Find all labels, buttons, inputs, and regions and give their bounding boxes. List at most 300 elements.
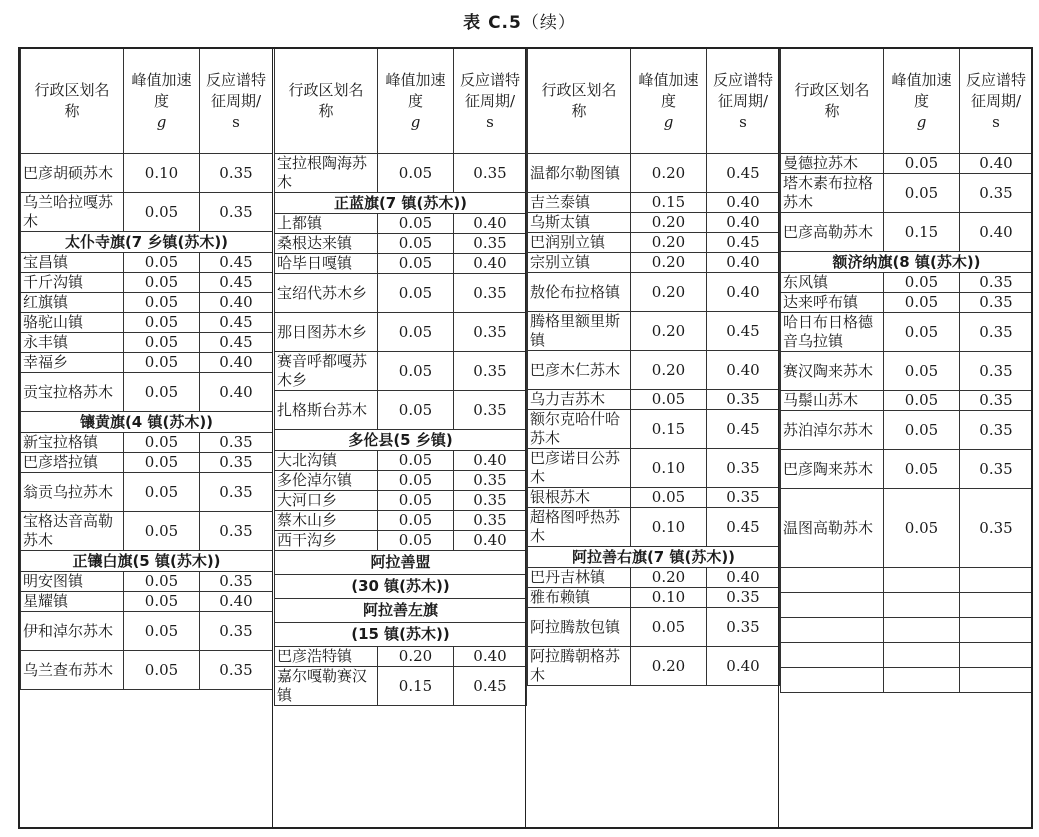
table-row <box>21 572 273 592</box>
characteristic-period: 0.35 <box>960 313 1033 352</box>
table-row <box>528 193 780 213</box>
table-row <box>528 608 780 647</box>
peak-acceleration: 0.05 <box>884 273 960 293</box>
region-name: 伊和淖尔苏木 <box>21 612 124 651</box>
characteristic-period: 0.40 <box>454 214 527 234</box>
region-name: 乌力吉苏木 <box>528 390 631 410</box>
region-name: 大北沟镇 <box>275 451 378 471</box>
characteristic-period: 0.35 <box>454 154 527 193</box>
region-name: 额尔克哈什哈苏木 <box>528 410 631 449</box>
header-pga-unit: g <box>916 112 927 131</box>
peak-acceleration: 0.20 <box>631 233 707 253</box>
region-name: 宗别立镇 <box>528 253 631 273</box>
peak-acceleration: 0.05 <box>378 531 454 551</box>
characteristic-period: 0.35 <box>454 313 527 352</box>
column-divider <box>778 47 779 829</box>
section-title: (30 镇(苏木)) <box>275 575 527 599</box>
peak-acceleration: 0.20 <box>378 647 454 667</box>
region-name: 宝格达音高勒苏木 <box>21 512 124 551</box>
region-name: 赛汉陶来苏木 <box>781 352 884 391</box>
header-period-unit: s <box>232 112 240 131</box>
table-row <box>528 488 780 508</box>
region-name: 千斤沟镇 <box>21 273 124 293</box>
empty-cell <box>960 668 1033 693</box>
table-col-3 <box>527 48 780 686</box>
characteristic-period: 0.45 <box>454 667 527 706</box>
peak-acceleration: 0.05 <box>378 234 454 254</box>
characteristic-period: 0.40 <box>707 253 780 273</box>
peak-acceleration: 0.05 <box>378 471 454 491</box>
characteristic-period: 0.40 <box>707 351 780 390</box>
header-row <box>528 49 780 154</box>
empty-cell <box>960 593 1033 618</box>
region-name: 巴彦诺日公苏木 <box>528 449 631 488</box>
section-title: 阿拉善盟 <box>275 551 527 575</box>
characteristic-period: 0.40 <box>707 647 780 686</box>
section-title: 阿拉善右旗(7 镇(苏木)) <box>528 547 780 568</box>
header-pga-label: 峰值加速度 <box>385 70 446 110</box>
table-row <box>21 651 273 690</box>
peak-acceleration: 0.05 <box>884 313 960 352</box>
section-title: (15 镇(苏木)) <box>275 623 527 647</box>
table-row <box>528 508 780 547</box>
table-row <box>275 511 527 531</box>
characteristic-period: 0.40 <box>200 592 273 612</box>
table-row <box>275 391 527 430</box>
region-name: 巴彦胡硕苏木 <box>21 154 124 193</box>
characteristic-period: 0.40 <box>200 353 273 373</box>
region-name: 赛音呼都嘎苏木乡 <box>275 352 378 391</box>
table-row <box>21 193 273 232</box>
region-name: 那日图苏木乡 <box>275 313 378 352</box>
peak-acceleration: 0.05 <box>124 572 200 592</box>
peak-acceleration: 0.05 <box>378 154 454 193</box>
characteristic-period: 0.35 <box>200 453 273 473</box>
table-row <box>275 451 527 471</box>
region-name: 曼德拉苏木 <box>781 154 884 174</box>
region-name: 雅布赖镇 <box>528 588 631 608</box>
header-period-unit: s <box>486 112 494 131</box>
peak-acceleration: 0.05 <box>124 253 200 273</box>
empty-cell <box>960 618 1033 643</box>
peak-acceleration: 0.15 <box>631 410 707 449</box>
region-name: 吉兰泰镇 <box>528 193 631 213</box>
empty-cell <box>781 643 884 668</box>
peak-acceleration: 0.05 <box>378 254 454 274</box>
table-row <box>528 449 780 488</box>
table-row <box>781 273 1033 293</box>
table-row <box>21 293 273 313</box>
region-name: 上都镇 <box>275 214 378 234</box>
peak-acceleration: 0.05 <box>378 352 454 391</box>
table-row <box>528 273 780 312</box>
section-title: 正蓝旗(7 镇(苏木)) <box>275 193 527 214</box>
peak-acceleration: 0.05 <box>884 391 960 411</box>
peak-acceleration: 0.05 <box>631 608 707 647</box>
characteristic-period: 0.35 <box>454 274 527 313</box>
table-row <box>275 274 527 313</box>
header-pga-label: 峰值加速度 <box>638 70 699 110</box>
header-pga <box>124 49 200 154</box>
section-row <box>275 551 527 575</box>
section-row <box>21 551 273 572</box>
peak-acceleration: 0.20 <box>631 273 707 312</box>
table-row <box>781 174 1033 213</box>
header-name: 行政区划名称 <box>528 49 631 154</box>
characteristic-period: 0.35 <box>200 473 273 512</box>
peak-acceleration: 0.05 <box>884 174 960 213</box>
region-name: 宝拉根陶海苏木 <box>275 154 378 193</box>
header-name: 行政区划名称 <box>781 49 884 154</box>
header-period-label: 反应谱特征周期/ <box>205 70 266 110</box>
section-title: 额济纳旗(8 镇(苏木)) <box>781 252 1033 273</box>
peak-acceleration: 0.05 <box>631 390 707 410</box>
peak-acceleration: 0.05 <box>124 612 200 651</box>
peak-acceleration: 0.10 <box>124 154 200 193</box>
characteristic-period: 0.35 <box>960 174 1033 213</box>
table-number: 表 C.5 <box>463 13 522 33</box>
region-name: 乌兰查布苏木 <box>21 651 124 690</box>
table-row <box>781 489 1033 568</box>
empty-cell <box>884 668 960 693</box>
region-name: 乌斯太镇 <box>528 213 631 233</box>
table-row <box>275 667 527 706</box>
header-period <box>960 49 1033 154</box>
peak-acceleration: 0.05 <box>124 512 200 551</box>
peak-acceleration: 0.05 <box>884 293 960 313</box>
header-period-unit: s <box>739 112 747 131</box>
characteristic-period: 0.40 <box>200 293 273 313</box>
empty-cell <box>884 593 960 618</box>
header-period-label: 反应谱特征周期/ <box>965 70 1026 110</box>
characteristic-period: 0.35 <box>960 489 1033 568</box>
region-name: 翁贡乌拉苏木 <box>21 473 124 512</box>
characteristic-period: 0.35 <box>960 391 1033 411</box>
region-name: 永丰镇 <box>21 333 124 353</box>
empty-cell <box>884 568 960 593</box>
table-col-4 <box>780 48 1033 693</box>
peak-acceleration: 0.05 <box>378 391 454 430</box>
region-name: 星耀镇 <box>21 592 124 612</box>
table-row <box>528 154 780 193</box>
characteristic-period: 0.40 <box>454 451 527 471</box>
empty-row <box>781 568 1033 593</box>
table-row <box>21 433 273 453</box>
table-row <box>528 351 780 390</box>
table-row <box>528 253 780 273</box>
region-name: 巴彦浩特镇 <box>275 647 378 667</box>
peak-acceleration: 0.20 <box>631 312 707 351</box>
empty-cell <box>781 568 884 593</box>
peak-acceleration: 0.05 <box>378 313 454 352</box>
characteristic-period: 0.45 <box>200 333 273 353</box>
peak-acceleration: 0.05 <box>124 353 200 373</box>
table-col-2 <box>274 48 527 706</box>
region-name: 温图高勒苏木 <box>781 489 884 568</box>
peak-acceleration: 0.15 <box>884 213 960 252</box>
table-continued: （续） <box>521 13 576 33</box>
table-row <box>275 313 527 352</box>
section-title: 太仆寺旗(7 乡镇(苏木)) <box>21 232 273 253</box>
peak-acceleration: 0.05 <box>124 592 200 612</box>
region-name: 塔木素布拉格苏木 <box>781 174 884 213</box>
table-row <box>781 213 1033 252</box>
header-period-label: 反应谱特征周期/ <box>712 70 773 110</box>
region-name: 巴润别立镇 <box>528 233 631 253</box>
characteristic-period: 0.35 <box>454 391 527 430</box>
characteristic-period: 0.35 <box>200 193 273 232</box>
table-row <box>781 450 1033 489</box>
header-period <box>454 49 527 154</box>
header-row <box>781 49 1033 154</box>
section-title: 多伦县(5 乡镇) <box>275 430 527 451</box>
table-row <box>275 491 527 511</box>
table-row <box>21 592 273 612</box>
characteristic-period: 0.40 <box>454 531 527 551</box>
table-row <box>275 531 527 551</box>
header-row <box>21 49 273 154</box>
peak-acceleration: 0.05 <box>124 293 200 313</box>
region-name: 西干沟乡 <box>275 531 378 551</box>
region-name: 宝昌镇 <box>21 253 124 273</box>
table-row <box>275 234 527 254</box>
region-name: 巴彦塔拉镇 <box>21 453 124 473</box>
characteristic-period: 0.45 <box>707 410 780 449</box>
section-title: 镶黄旗(4 镇(苏木)) <box>21 412 273 433</box>
table-row <box>21 353 273 373</box>
table-row <box>781 313 1033 352</box>
empty-cell <box>884 618 960 643</box>
region-name: 宝绍代苏木乡 <box>275 274 378 313</box>
characteristic-period: 0.45 <box>707 154 780 193</box>
header-pga-unit: g <box>156 112 167 131</box>
region-name: 巴彦高勒苏木 <box>781 213 884 252</box>
characteristic-period: 0.35 <box>960 450 1033 489</box>
section-row <box>781 252 1033 273</box>
peak-acceleration: 0.05 <box>124 433 200 453</box>
peak-acceleration: 0.10 <box>631 449 707 488</box>
characteristic-period: 0.35 <box>200 512 273 551</box>
header-period-unit: s <box>992 112 1000 131</box>
section-row <box>21 412 273 433</box>
characteristic-period: 0.35 <box>960 273 1033 293</box>
empty-cell <box>884 643 960 668</box>
table-row <box>528 647 780 686</box>
section-row <box>528 547 780 568</box>
peak-acceleration: 0.20 <box>631 253 707 273</box>
region-name: 东风镇 <box>781 273 884 293</box>
region-name: 明安图镇 <box>21 572 124 592</box>
characteristic-period: 0.45 <box>707 233 780 253</box>
header-row <box>275 49 527 154</box>
region-name: 骆驼山镇 <box>21 313 124 333</box>
peak-acceleration: 0.05 <box>124 193 200 232</box>
section-title: 阿拉善左旗 <box>275 599 527 623</box>
peak-acceleration: 0.05 <box>124 273 200 293</box>
characteristic-period: 0.40 <box>454 254 527 274</box>
section-row <box>275 599 527 623</box>
peak-acceleration: 0.05 <box>378 491 454 511</box>
characteristic-period: 0.35 <box>960 352 1033 391</box>
header-pga-unit: g <box>410 112 421 131</box>
peak-acceleration: 0.05 <box>884 489 960 568</box>
table-row <box>781 411 1033 450</box>
header-name: 行政区划名称 <box>21 49 124 154</box>
region-name: 腾格里额里斯镇 <box>528 312 631 351</box>
region-name: 巴彦陶来苏木 <box>781 450 884 489</box>
region-name: 扎格斯台苏木 <box>275 391 378 430</box>
region-name: 新宝拉格镇 <box>21 433 124 453</box>
peak-acceleration: 0.05 <box>631 488 707 508</box>
table-row <box>21 612 273 651</box>
header-period <box>200 49 273 154</box>
table-row <box>528 568 780 588</box>
table-row <box>528 233 780 253</box>
characteristic-period: 0.45 <box>200 313 273 333</box>
peak-acceleration: 0.05 <box>378 274 454 313</box>
region-name: 幸福乡 <box>21 353 124 373</box>
table-row <box>528 312 780 351</box>
peak-acceleration: 0.15 <box>378 667 454 706</box>
table-row <box>275 647 527 667</box>
header-pga-label: 峰值加速度 <box>131 70 192 110</box>
table-row <box>21 473 273 512</box>
peak-acceleration: 0.05 <box>884 154 960 174</box>
table-col-1 <box>20 48 273 690</box>
region-name: 蔡木山乡 <box>275 511 378 531</box>
characteristic-period: 0.45 <box>200 253 273 273</box>
peak-acceleration: 0.20 <box>631 351 707 390</box>
region-name: 哈日布日格德音乌拉镇 <box>781 313 884 352</box>
column-divider <box>272 47 273 829</box>
header-pga <box>884 49 960 154</box>
characteristic-period: 0.35 <box>960 293 1033 313</box>
peak-acceleration: 0.05 <box>124 453 200 473</box>
characteristic-period: 0.45 <box>707 508 780 547</box>
region-name: 温都尔勒图镇 <box>528 154 631 193</box>
section-row <box>21 232 273 253</box>
empty-row <box>781 668 1033 693</box>
header-pga-label: 峰值加速度 <box>891 70 952 110</box>
peak-acceleration: 0.05 <box>124 333 200 353</box>
peak-acceleration: 0.05 <box>124 651 200 690</box>
empty-cell <box>781 593 884 618</box>
peak-acceleration: 0.05 <box>884 450 960 489</box>
characteristic-period: 0.40 <box>707 193 780 213</box>
characteristic-period: 0.45 <box>707 312 780 351</box>
characteristic-period: 0.35 <box>200 612 273 651</box>
section-row <box>275 430 527 451</box>
region-name: 巴彦木仁苏木 <box>528 351 631 390</box>
empty-row <box>781 643 1033 668</box>
peak-acceleration: 0.05 <box>124 313 200 333</box>
region-name: 巴丹吉林镇 <box>528 568 631 588</box>
peak-acceleration: 0.05 <box>378 511 454 531</box>
table-row <box>275 471 527 491</box>
empty-row <box>781 593 1033 618</box>
region-name: 多伦淖尔镇 <box>275 471 378 491</box>
characteristic-period: 0.35 <box>707 608 780 647</box>
region-name: 阿拉腾敖包镇 <box>528 608 631 647</box>
empty-row <box>781 618 1033 643</box>
table-title <box>0 8 1039 33</box>
region-name: 贡宝拉格苏木 <box>21 373 124 412</box>
empty-cell <box>781 618 884 643</box>
peak-acceleration: 0.20 <box>631 154 707 193</box>
characteristic-period: 0.40 <box>960 154 1033 174</box>
section-title: 正镶白旗(5 镇(苏木)) <box>21 551 273 572</box>
header-period <box>707 49 780 154</box>
table-row <box>781 293 1033 313</box>
characteristic-period: 0.35 <box>200 433 273 453</box>
region-name: 银根苏木 <box>528 488 631 508</box>
peak-acceleration: 0.10 <box>631 508 707 547</box>
characteristic-period: 0.35 <box>454 511 527 531</box>
peak-acceleration: 0.05 <box>124 473 200 512</box>
peak-acceleration: 0.10 <box>631 588 707 608</box>
peak-acceleration: 0.20 <box>631 568 707 588</box>
table-row <box>275 214 527 234</box>
peak-acceleration: 0.15 <box>631 193 707 213</box>
characteristic-period: 0.35 <box>707 588 780 608</box>
section-row <box>275 575 527 599</box>
section-row <box>275 623 527 647</box>
header-period-label: 反应谱特征周期/ <box>459 70 520 110</box>
empty-cell <box>960 568 1033 593</box>
table-row <box>21 253 273 273</box>
table-row <box>21 373 273 412</box>
characteristic-period: 0.35 <box>707 449 780 488</box>
region-name: 达来呼布镇 <box>781 293 884 313</box>
table-row <box>275 254 527 274</box>
characteristic-period: 0.35 <box>454 234 527 254</box>
empty-cell <box>960 643 1033 668</box>
characteristic-period: 0.40 <box>707 273 780 312</box>
characteristic-period: 0.35 <box>200 154 273 193</box>
table-row <box>528 213 780 233</box>
peak-acceleration: 0.05 <box>124 373 200 412</box>
region-name: 阿拉腾朝格苏木 <box>528 647 631 686</box>
characteristic-period: 0.35 <box>454 352 527 391</box>
characteristic-period: 0.35 <box>707 488 780 508</box>
characteristic-period: 0.40 <box>200 373 273 412</box>
region-name: 大河口乡 <box>275 491 378 511</box>
peak-acceleration: 0.20 <box>631 647 707 686</box>
characteristic-period: 0.35 <box>200 651 273 690</box>
characteristic-period: 0.35 <box>454 471 527 491</box>
peak-acceleration: 0.05 <box>884 411 960 450</box>
region-name: 敖伦布拉格镇 <box>528 273 631 312</box>
column-divider <box>525 47 526 829</box>
peak-acceleration: 0.05 <box>378 451 454 471</box>
table-row <box>781 154 1033 174</box>
table-row <box>21 453 273 473</box>
peak-acceleration: 0.05 <box>884 352 960 391</box>
characteristic-period: 0.35 <box>200 572 273 592</box>
table-row <box>781 391 1033 411</box>
header-name: 行政区划名称 <box>275 49 378 154</box>
characteristic-period: 0.40 <box>707 568 780 588</box>
header-pga-unit: g <box>663 112 674 131</box>
region-name: 哈毕日嘎镇 <box>275 254 378 274</box>
region-name: 乌兰哈拉嘎苏木 <box>21 193 124 232</box>
table-row <box>275 154 527 193</box>
table-row <box>781 352 1033 391</box>
table-row <box>275 352 527 391</box>
characteristic-period: 0.40 <box>707 213 780 233</box>
region-name: 红旗镇 <box>21 293 124 313</box>
header-pga <box>378 49 454 154</box>
